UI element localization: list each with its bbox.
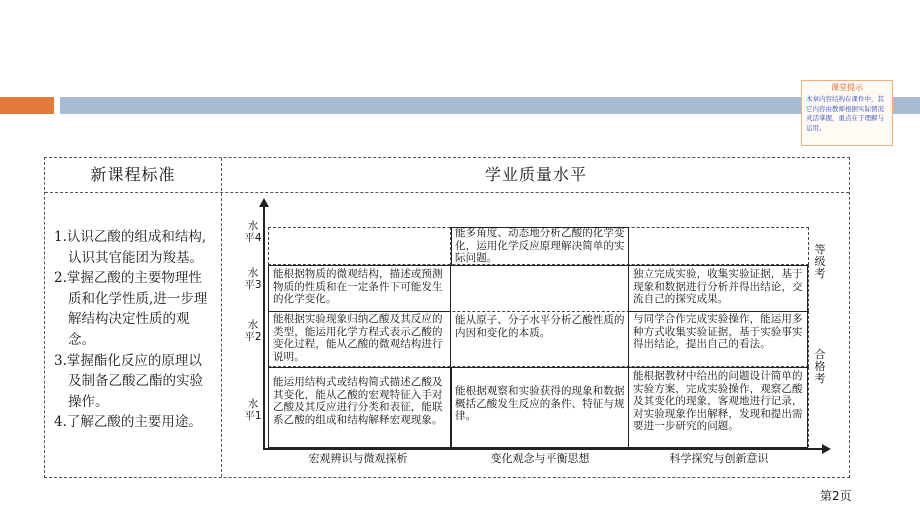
page-number: 第2页 [820, 489, 852, 503]
cell-c1-level1: 能运用结构式或结构简式描述乙酸及其变化，能从乙酸的宏观特征入手对乙酸及其反应进行分类和表征，能联系乙酸的组成和结构解释宏观现象。 [273, 376, 443, 426]
header-divider [45, 192, 849, 193]
standards-list [54, 227, 214, 433]
level-4-label: 水平4 [244, 220, 262, 244]
x-label-macro-micro: 宏观辨识与微观探析 [308, 452, 408, 465]
accent-bar-blue [60, 97, 920, 114]
cell-c2-level1: 能根据观察和实验获得的现象和数据概括乙酸发生反应的条件、特征与规律。 [455, 385, 625, 423]
tip-title: 课堂提示 [831, 83, 863, 92]
tip-note [801, 80, 893, 146]
pass-exam-label: 合格考 [814, 348, 826, 385]
header-standards: 新课程标准 [90, 165, 176, 184]
y-axis [263, 205, 265, 450]
x-label-inquiry-innovation: 科学探究与创新意识 [669, 452, 769, 465]
cell-c3-level1: 能根据教材中给出的问题设计简单的实验方案，完成实验操作，观察乙酸及其变化的现象，客观地进行记录，对实验现象作出解释，发现和提出需要进一步研究的问题。 [633, 370, 803, 433]
level-1-label: 水平1 [244, 398, 262, 422]
tip-text: 本章内容结构在课件中，其它内容由教师根据实际情况灵活掌握，重点在于理解与运用。 [806, 95, 884, 132]
level-2-label: 水平2 [244, 319, 262, 343]
standard-item: 3.掌握酯化反应的原理以及制备乙酸乙酯的实验操作。 [54, 352, 203, 410]
cell-c1-level3: 能根据物质的微观结构，描述或预测物质的性质和在一定条件下可能发生的化学变化。 [273, 268, 443, 306]
cell-c2-level4: 能多角度、动态地分析乙酸的化学变化，运用化学反应原理解决简单的实际问题。 [455, 227, 625, 265]
cell-c3-level3: 独立完成实验，收集实验证据，基于现象和数据进行分析并得出结论，交流自己的探究成果。 [633, 268, 803, 306]
x-label-change-balance: 变化观念与平衡思想 [490, 452, 590, 465]
column-divider [221, 158, 222, 477]
cell-c2-level2: 能从原子、分子水平分析乙酸性质的内因和变化的本质。 [455, 314, 625, 339]
level-3-label: 水平3 [244, 267, 262, 291]
cell-c3-level2: 与同学合作完成实验操作，能运用多种方式收集实验证据，基于实验事实得出结论，提出自己的看法。 [633, 313, 803, 351]
standard-item: 2.掌握乙酸的主要物理性质和化学性质,进一步理解结构决定性质的观念。 [54, 270, 208, 348]
header-quality-levels: 学业质量水平 [484, 165, 587, 184]
standard-item: 1.认识乙酸的组成和结构,认识其官能团为羧基。 [54, 229, 207, 266]
cell-c1-level2: 能根据实验现象归纳乙酸及其反应的类型，能运用化学方程式表示乙酸的变化过程，能从乙酸的微观结构进行说明。 [273, 313, 443, 363]
x-axis-arrow [822, 444, 831, 454]
x-axis [263, 448, 823, 450]
y-axis-arrow [259, 198, 269, 207]
grade-exam-label: 等级考 [814, 243, 826, 280]
accent-bar-orange [0, 97, 54, 114]
standard-item: 4.了解乙酸的主要用途。 [54, 414, 202, 431]
